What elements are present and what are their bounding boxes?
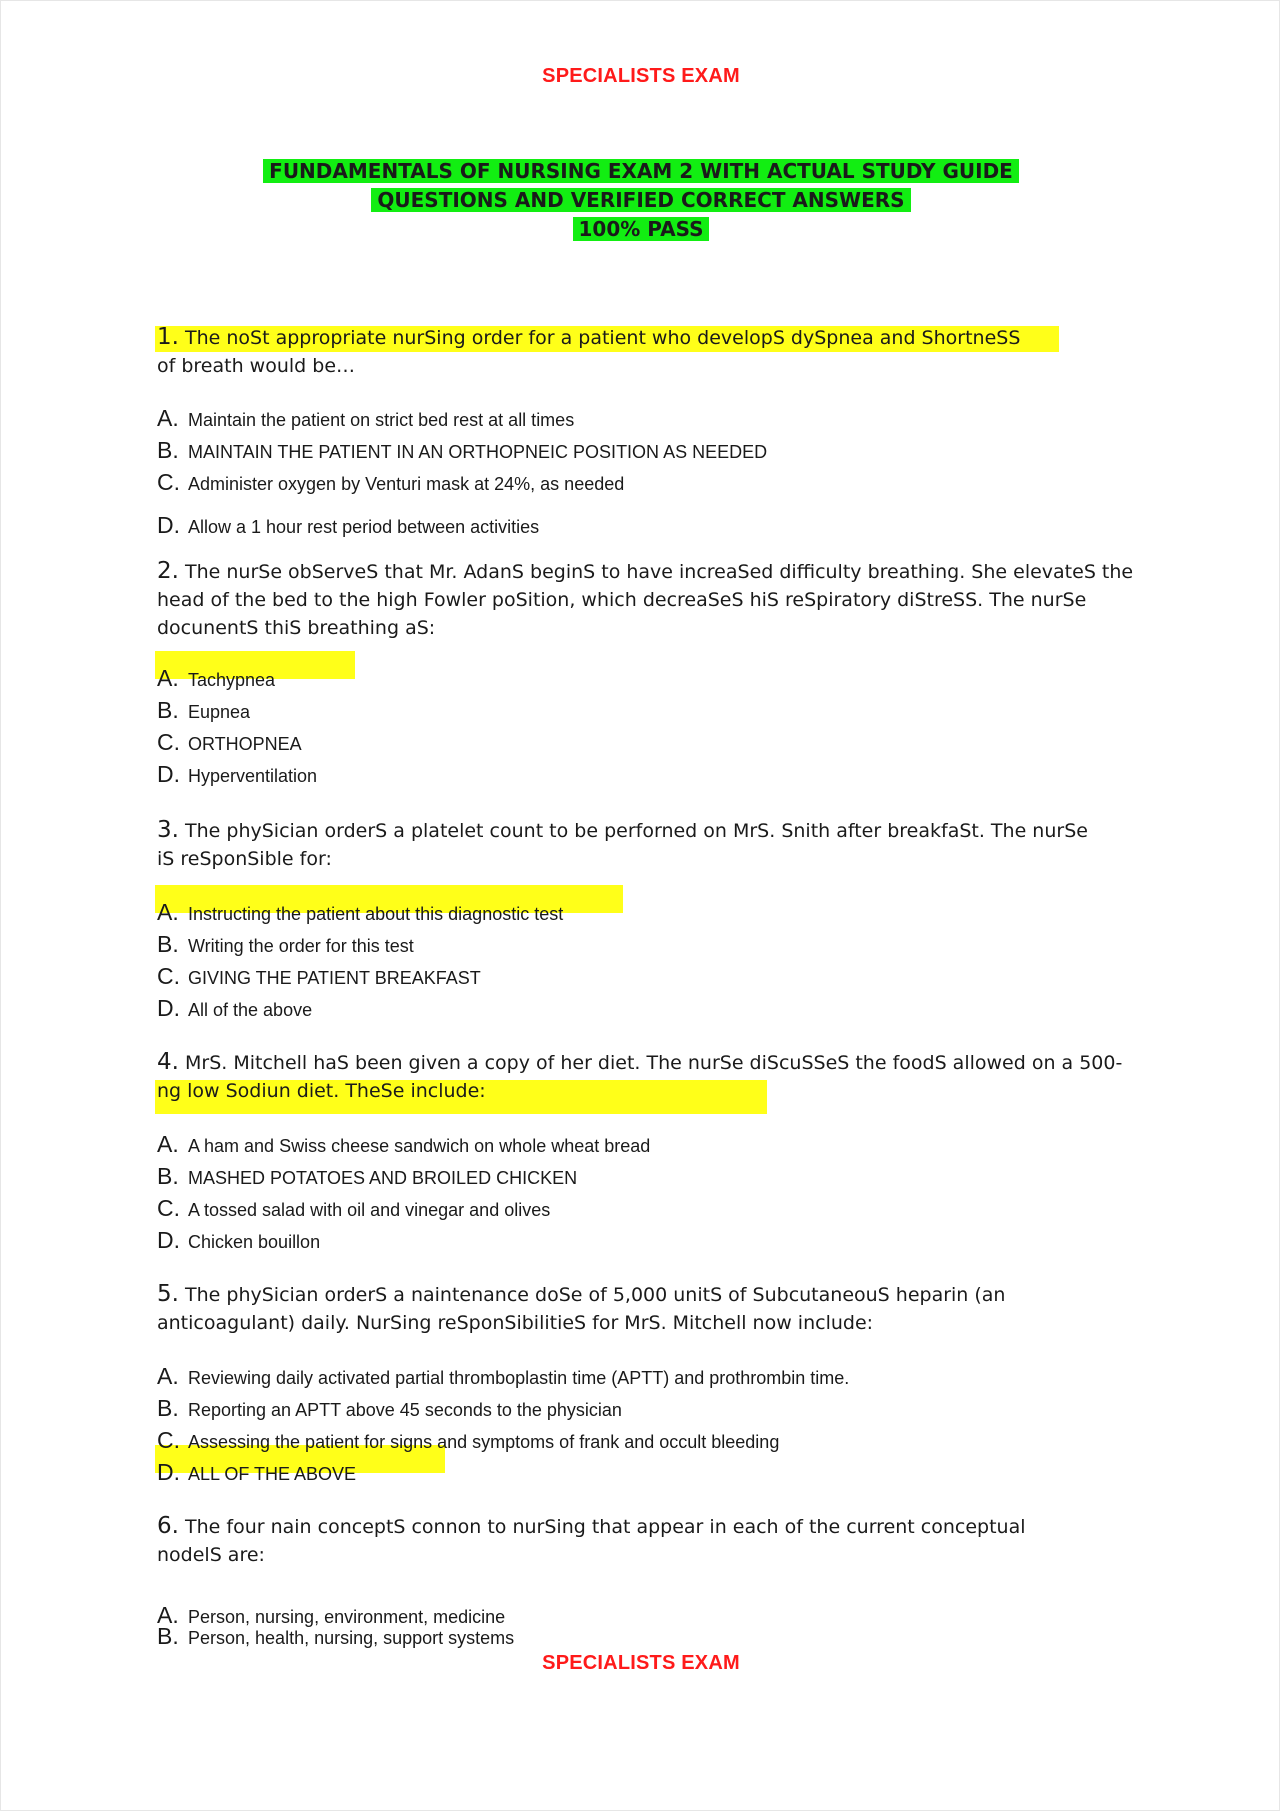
question-text: The nurSe obServeS that Mr. AdanS beginS to have increaSed difficulty breathing. She elevateS the (185, 561, 1134, 583)
question-4: 4. MrS. Mitchell haS been given a copy of her diet. The nurSe diScuSSeS the foodS allowed on a 500- ng low Sodiun diet. TheSe include: (157, 1049, 1123, 1102)
question-2: 2. The nurSe obServeS that Mr. AdanS beginS to have increaSed difficulty breathing. She elevateS the head of the bed to the high Fowler poSition, which decreaSeS hiS reSpiratory diStreSS. The nurSe docunentS thiS breathing aS: (157, 558, 1134, 639)
option-a: A. Reviewing daily activated partial thromboplastin time (APTT) and prothrombin time. (157, 1363, 850, 1389)
question-text: The phySician orderS a naintenance doSe of 5,000 unitS of SubcutaneouS heparin (an (185, 1284, 1006, 1306)
title-line-1: FUNDAMENTALS OF NURSING EXAM 2 WITH ACTUAL STUDY GUIDE (263, 159, 1019, 183)
option-c: C. A tossed salad with oil and vinegar and olives (157, 1195, 551, 1221)
question-text: of breath would be… (157, 355, 356, 377)
question-5: 5. The phySician orderS a naintenance doSe of 5,000 unitS of SubcutaneouS heparin (an anticoagulant) daily. NurSing reSponSibilitieS for MrS. Mitchell now include: (157, 1281, 1006, 1334)
question-text: ng low Sodiun diet. TheSe include: (157, 1080, 486, 1102)
option-d: D. Hyperventilation (157, 761, 318, 787)
option-b: B. Eupnea (157, 697, 251, 723)
option-d: D. ALL OF THE ABOVE (157, 1459, 357, 1485)
question-text: The phySician orderS a platelet count to be perforned on MrS. Snith after breakfaSt. The nurSe (185, 820, 1088, 842)
footer-brand: SPECIALISTS EXAM (542, 1652, 740, 1674)
option-a: A. Person, nursing, environment, medicine (157, 1602, 506, 1628)
question-text: head of the bed to the high Fowler poSition, which decreaSeS hiS reSpiratory diStreSS. The nurSe (157, 589, 1087, 611)
option-a: A. Instructing the patient about this diagnostic test (157, 899, 564, 925)
option-b: B. MASHED POTATOES AND BROILED CHICKEN (157, 1163, 578, 1189)
question-6: 6. The four nain conceptS connon to nurSing that appear in each of the current conceptual nodelS are: (157, 1513, 1026, 1566)
option-c: C. GIVING THE PATIENT BREAKFAST (157, 963, 481, 989)
question-1: 1. The noSt appropriate nurSing order for a patient who developS dySpnea and ShortneSS of breath would be… (157, 324, 1021, 377)
option-b: B. Writing the order for this test (157, 931, 414, 957)
option-d: D. Allow a 1 hour rest period between activities (157, 512, 540, 538)
option-a: A. Maintain the patient on strict bed rest at all times (157, 405, 575, 431)
question-text: nodelS are: (157, 1544, 265, 1566)
option-b: B. MAINTAIN THE PATIENT IN AN ORTHOPNEIC POSITION AS NEEDED (157, 437, 768, 463)
option-c: C. Administer oxygen by Venturi mask at 24%, as needed (157, 469, 625, 495)
question-text: The noSt appropriate nurSing order for a patient who developS dySpnea and ShortneSS (185, 327, 1021, 349)
question-text: The four nain conceptS connon to nurSing that appear in each of the current conceptual (185, 1516, 1026, 1538)
question-text: docunentS thiS breathing aS: (157, 617, 436, 639)
option-b: B. Person, health, nursing, support systems (157, 1623, 515, 1649)
question-text: anticoagulant) daily. NurSing reSponSibilitieS for MrS. Mitchell now include: (157, 1312, 874, 1334)
title-line-3: 100% PASS (573, 217, 710, 241)
option-a: A. Tachypnea (157, 665, 276, 691)
title-line-2: QUESTIONS AND VERIFIED CORRECT ANSWERS (371, 188, 910, 212)
question-3: 3. The phySician orderS a platelet count to be perforned on MrS. Snith after breakfaSt. The nurSe iS reSponSible for: (157, 817, 1088, 870)
option-c: C. Assessing the patient for signs and symptoms of frank and occult bleeding (157, 1427, 780, 1453)
question-text: iS reSponSible for: (157, 848, 332, 870)
option-b: B. Reporting an APTT above 45 seconds to the physician (157, 1395, 622, 1421)
header-brand: SPECIALISTS EXAM (542, 65, 740, 87)
option-d: D. Chicken bouillon (157, 1227, 321, 1253)
option-c: C. ORTHOPNEA (157, 729, 302, 755)
option-a: A. A ham and Swiss cheese sandwich on whole wheat bread (157, 1131, 651, 1157)
document-title (1, 157, 1280, 244)
question-text: MrS. Mitchell haS been given a copy of her diet. The nurSe diScuSSeS the foodS allowed on a 500- (185, 1052, 1123, 1074)
option-d: D. All of the above (157, 995, 313, 1021)
